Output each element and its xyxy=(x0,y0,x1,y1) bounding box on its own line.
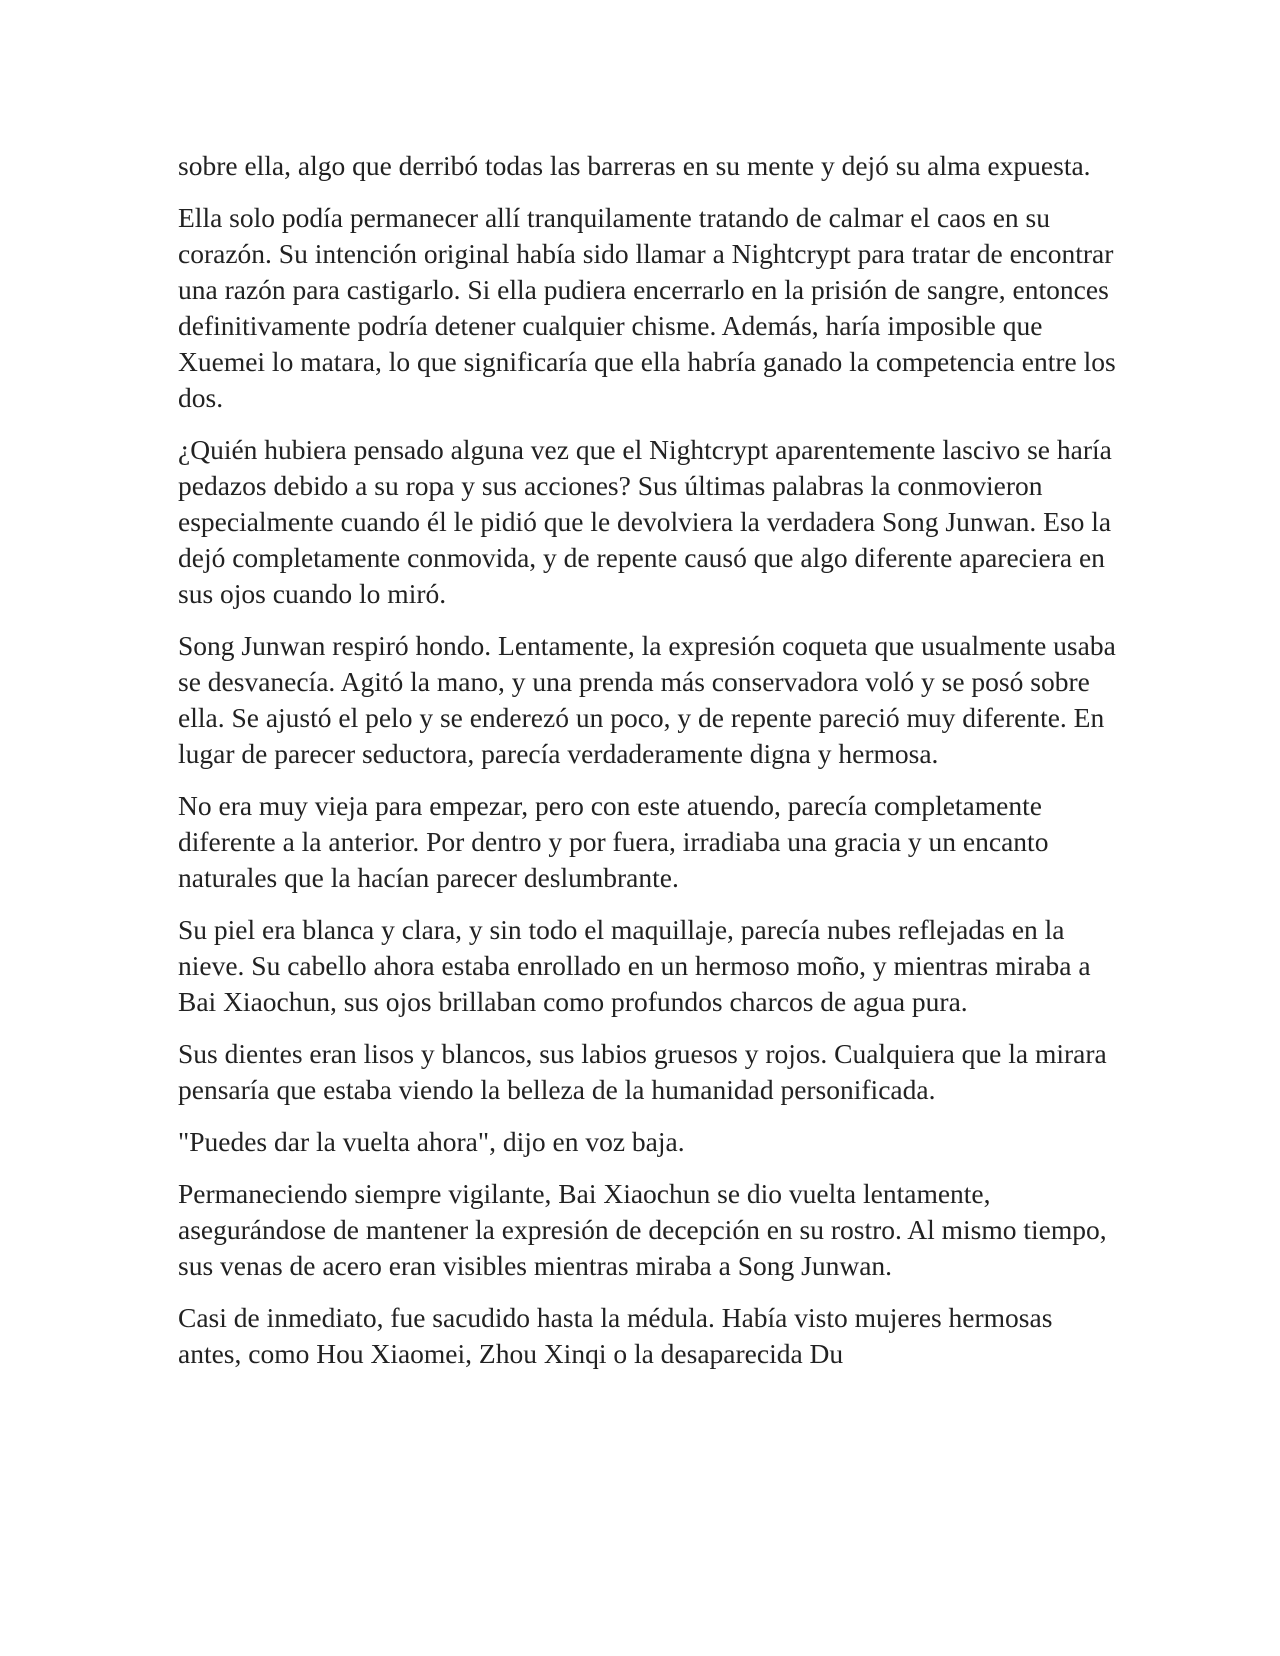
paragraph-4: Song Junwan respiró hondo. Lentamente, la expresión coqueta que usualmente usaba se desvanecía. Agitó la mano, y una prenda más conservadora voló y se posó sobre ella. Se ajustó el pelo y se enderezó un poco, y de repente pareció muy diferente. En lugar de parecer seductora, parecía verdaderamente digna y hermosa. xyxy=(178,630,1116,769)
paragraph-9: Permaneciendo siempre vigilante, Bai Xiaochun se dio vuelta lentamente, asegurándose de mantener la expresión de decepción en su rostro. Al mismo tiempo, sus venas de acero eran visibles mientras miraba a Song Junwan. xyxy=(178,1178,1107,1281)
paragraph-10: Casi de inmediato, fue sacudido hasta la médula. Había visto mujeres hermosas antes, como Hou Xiaomei, Zhou Xinqi o la desaparecida Du xyxy=(178,1302,1053,1369)
paragraph-7: Sus dientes eran lisos y blancos, sus labios gruesos y rojos. Cualquiera que la mirara pensaría que estaba viendo la belleza de la humanidad personificada. xyxy=(178,1038,1107,1105)
paragraph-1: sobre ella, algo que derribó todas las barreras en su mente y dejó su alma expuesta. xyxy=(178,150,1091,181)
paragraph-5: No era muy vieja para empezar, pero con este atuendo, parecía completamente diferente a la anterior. Por dentro y por fuera, irradiaba una gracia y un encanto naturales que la hacían parecer deslumbrante. xyxy=(178,790,1049,893)
document-page xyxy=(178,148,1118,1388)
paragraph-2: Ella solo podía permanecer allí tranquilamente tratando de calmar el caos en su corazón. Su intención original había sido llamar a Nightcrypt para tratar de encontrar una razón para castigarlo. Si ella pudiera encerrarlo en la prisión de sangre, entonces definitivamente podría detener cualquier chisme. Además, haría imposible que Xuemei lo matara, lo que significaría que ella habría ganado la competencia entre los dos. xyxy=(178,202,1116,413)
paragraph-6: Su piel era blanca y clara, y sin todo el maquillaje, parecía nubes reflejadas en la nieve. Su cabello ahora estaba enrollado en un hermoso moño, y mientras miraba a Bai Xiaochun, sus ojos brillaban como profundos charcos de agua pura. xyxy=(178,914,1091,1017)
paragraph-8: "Puedes dar la vuelta ahora", dijo en voz baja. xyxy=(178,1126,685,1157)
paragraph-3: ¿Quién hubiera pensado alguna vez que el Nightcrypt aparentemente lascivo se haría pedazos debido a su ropa y sus acciones? Sus últimas palabras la conmovieron especialmente cuando él le pidió que le devolviera la verdadera Song Junwan. Eso la dejó completamente conmovida, y de repente causó que algo diferente apareciera en sus ojos cuando lo miró. xyxy=(178,434,1112,609)
